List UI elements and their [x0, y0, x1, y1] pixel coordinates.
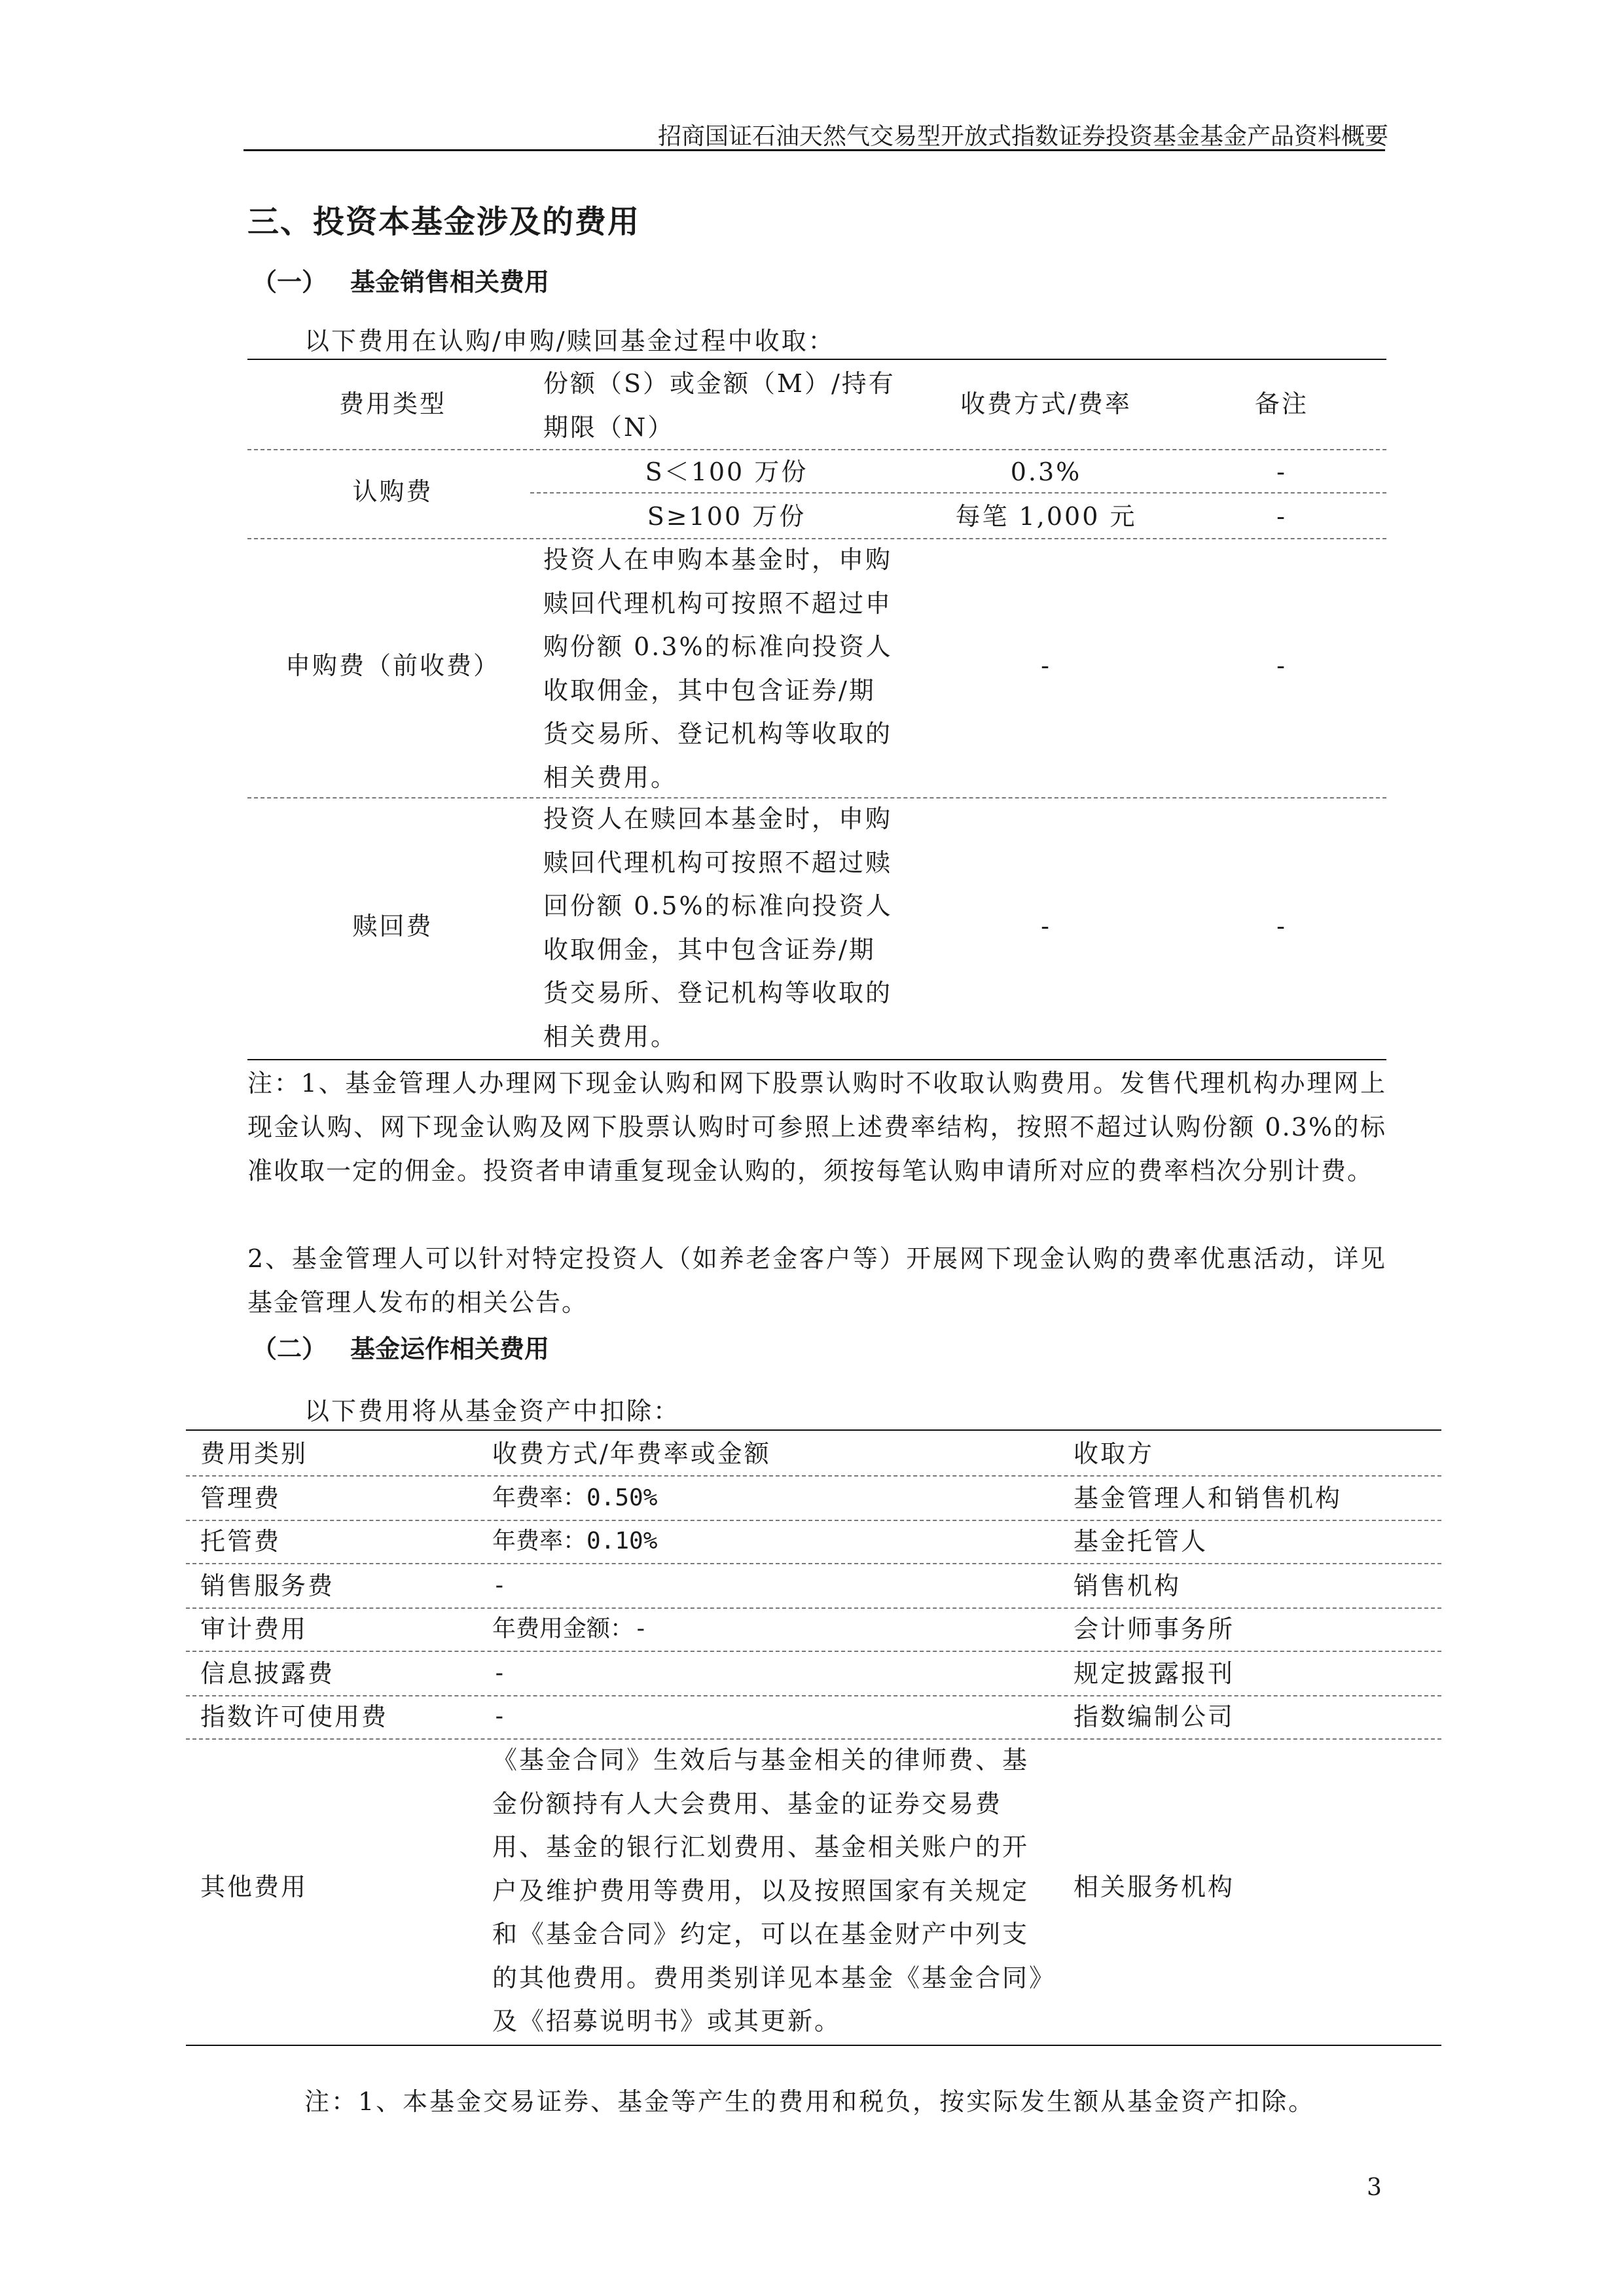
col-header-rate: 收费方式/费率 [960, 389, 1132, 418]
purchase-rate: - [1041, 651, 1051, 680]
fee-recipient: 基金管理人和销售机构 [1074, 1484, 1343, 1513]
fee-method: 年费率：0.10% [492, 1528, 658, 1554]
fee-method: - [492, 1572, 507, 1599]
subsection-number: （二） [252, 1335, 327, 1363]
fee-type-redemption: 赎回费 [352, 912, 433, 941]
col-header-share-amount: 份额（S）或金额（M）/持有期限（N） [543, 369, 895, 442]
table-rule-top [186, 1429, 1441, 1431]
tier-range: S＜100 万份 [645, 457, 808, 486]
col-header-method: 收费方式/年费率或金额 [492, 1439, 771, 1468]
sales-fees-note-2: 2、基金管理人可以针对特定投资人（如养老金客户等）开展网下现金认购的费率优惠活动，详见基金管理人发布的相关公告。 [247, 1244, 1386, 1317]
header-rule [244, 149, 1385, 151]
operation-fees-note: 注：1、本基金交易证券、基金等产生的费用和税负，按实际发生额从基金资产扣除。 [304, 2087, 1316, 2116]
table-rule [186, 1563, 1441, 1564]
fee-recipient: 基金托管人 [1074, 1527, 1208, 1556]
tier-remark: - [1276, 457, 1287, 486]
fee-recipient: 规定披露报刊 [1074, 1659, 1235, 1688]
fee-category: 管理费 [200, 1484, 281, 1513]
table-rule [186, 1607, 1441, 1609]
table-rule [530, 492, 1386, 493]
subsection-title-sales-fees [252, 262, 549, 298]
table-rule [186, 1651, 1441, 1652]
col-header-recipient: 收取方 [1074, 1439, 1155, 1468]
subsection-number: （一） [252, 268, 327, 296]
tier-rate: 0.3% [1010, 457, 1082, 486]
redemption-remark: - [1276, 912, 1287, 941]
subsection-label: 基金销售相关费用 [350, 268, 550, 296]
sales-fees-note-1: 注：1、基金管理人办理网下现金认购和网下股票认购时不收取认购费用。发售代理机构办理网上现金认购、网下现金认购及网下股票认购时可参照上述费率结构，按照不超过认购份额 0.3%的标准收取一定的佣金。投资者申请重复现金认购的，须按每笔认购申请所对应的费率档次分别计费。 [247, 1069, 1386, 1185]
fee-type-purchase: 申购费（前收费） [285, 651, 500, 680]
fee-type-subscription: 认购费 [352, 477, 433, 506]
fee-category: 审计费用 [200, 1615, 308, 1643]
fee-method: 年费率：0.50% [492, 1484, 658, 1511]
tier-rate: 每笔 1,000 元 [955, 502, 1137, 531]
fee-category: 托管费 [200, 1527, 281, 1556]
fee-recipient: 指数编制公司 [1074, 1702, 1235, 1731]
table-rule-top [247, 359, 1386, 360]
sales-fees-intro: 以下费用在认购/申购/赎回基金过程中收取： [304, 327, 835, 355]
subsection-label: 基金运作相关费用 [350, 1335, 550, 1363]
redemption-description: 投资人在赎回本基金时，申购赎回代理机构可按照不超过赎回份额 0.5%的标准向投资人收取佣金，其中包含证券/期货交易所、登记机构等收取的相关费用。 [543, 804, 893, 1051]
table-rule [186, 1520, 1441, 1521]
table-rule-bottom [247, 1059, 1386, 1060]
fee-method: - [492, 1703, 507, 1730]
page-number: 3 [1367, 2174, 1382, 2201]
fee-recipient: 销售机构 [1074, 1571, 1182, 1600]
section-title: 三、投资本基金涉及的费用 [247, 204, 641, 240]
fee-recipient: 会计师事务所 [1074, 1615, 1235, 1643]
tier-range: S≥100 万份 [647, 502, 806, 531]
tier-remark: - [1276, 502, 1287, 531]
operation-fees-intro: 以下费用将从基金资产中扣除： [304, 1397, 681, 1426]
col-header-fee-type: 费用类型 [338, 389, 446, 418]
table-rule-bottom [186, 2045, 1441, 2046]
fee-recipient-other: 相关服务机构 [1074, 1873, 1235, 1901]
fee-category-other: 其他费用 [200, 1873, 308, 1901]
subsection-title-operation-fees [252, 1329, 549, 1365]
fee-method-other: 《基金合同》生效后与基金相关的律师费、基金份额持有人大会费用、基金的证券交易费用、基金的银行汇划费用、基金相关账户的开户及维护费用等费用，以及按照国家有关规定和《基金合同》约定，可以在基金财产中列支的其他费用。费用类别详见本基金《基金合同》及《招募说明书》或其更新。 [492, 1746, 1044, 2036]
document-header-title: 招商国证石油天然气交易型开放式指数证券投资基金基金产品资料概要 [657, 123, 1388, 150]
col-header-remark: 备注 [1254, 389, 1308, 418]
fee-category: 指数许可使用费 [200, 1702, 389, 1731]
purchase-remark: - [1276, 651, 1287, 680]
fee-category: 销售服务费 [200, 1571, 335, 1600]
col-header-category: 费用类别 [200, 1439, 308, 1468]
redemption-rate: - [1041, 912, 1051, 941]
fee-method: 年费用金额：- [492, 1615, 648, 1642]
purchase-description: 投资人在申购本基金时，申购赎回代理机构可按照不超过申购份额 0.3%的标准向投资人收取佣金，其中包含证券/期货交易所、登记机构等收取的相关费用。 [543, 545, 893, 792]
fee-method: - [492, 1660, 507, 1687]
fee-category: 信息披露费 [200, 1659, 335, 1688]
